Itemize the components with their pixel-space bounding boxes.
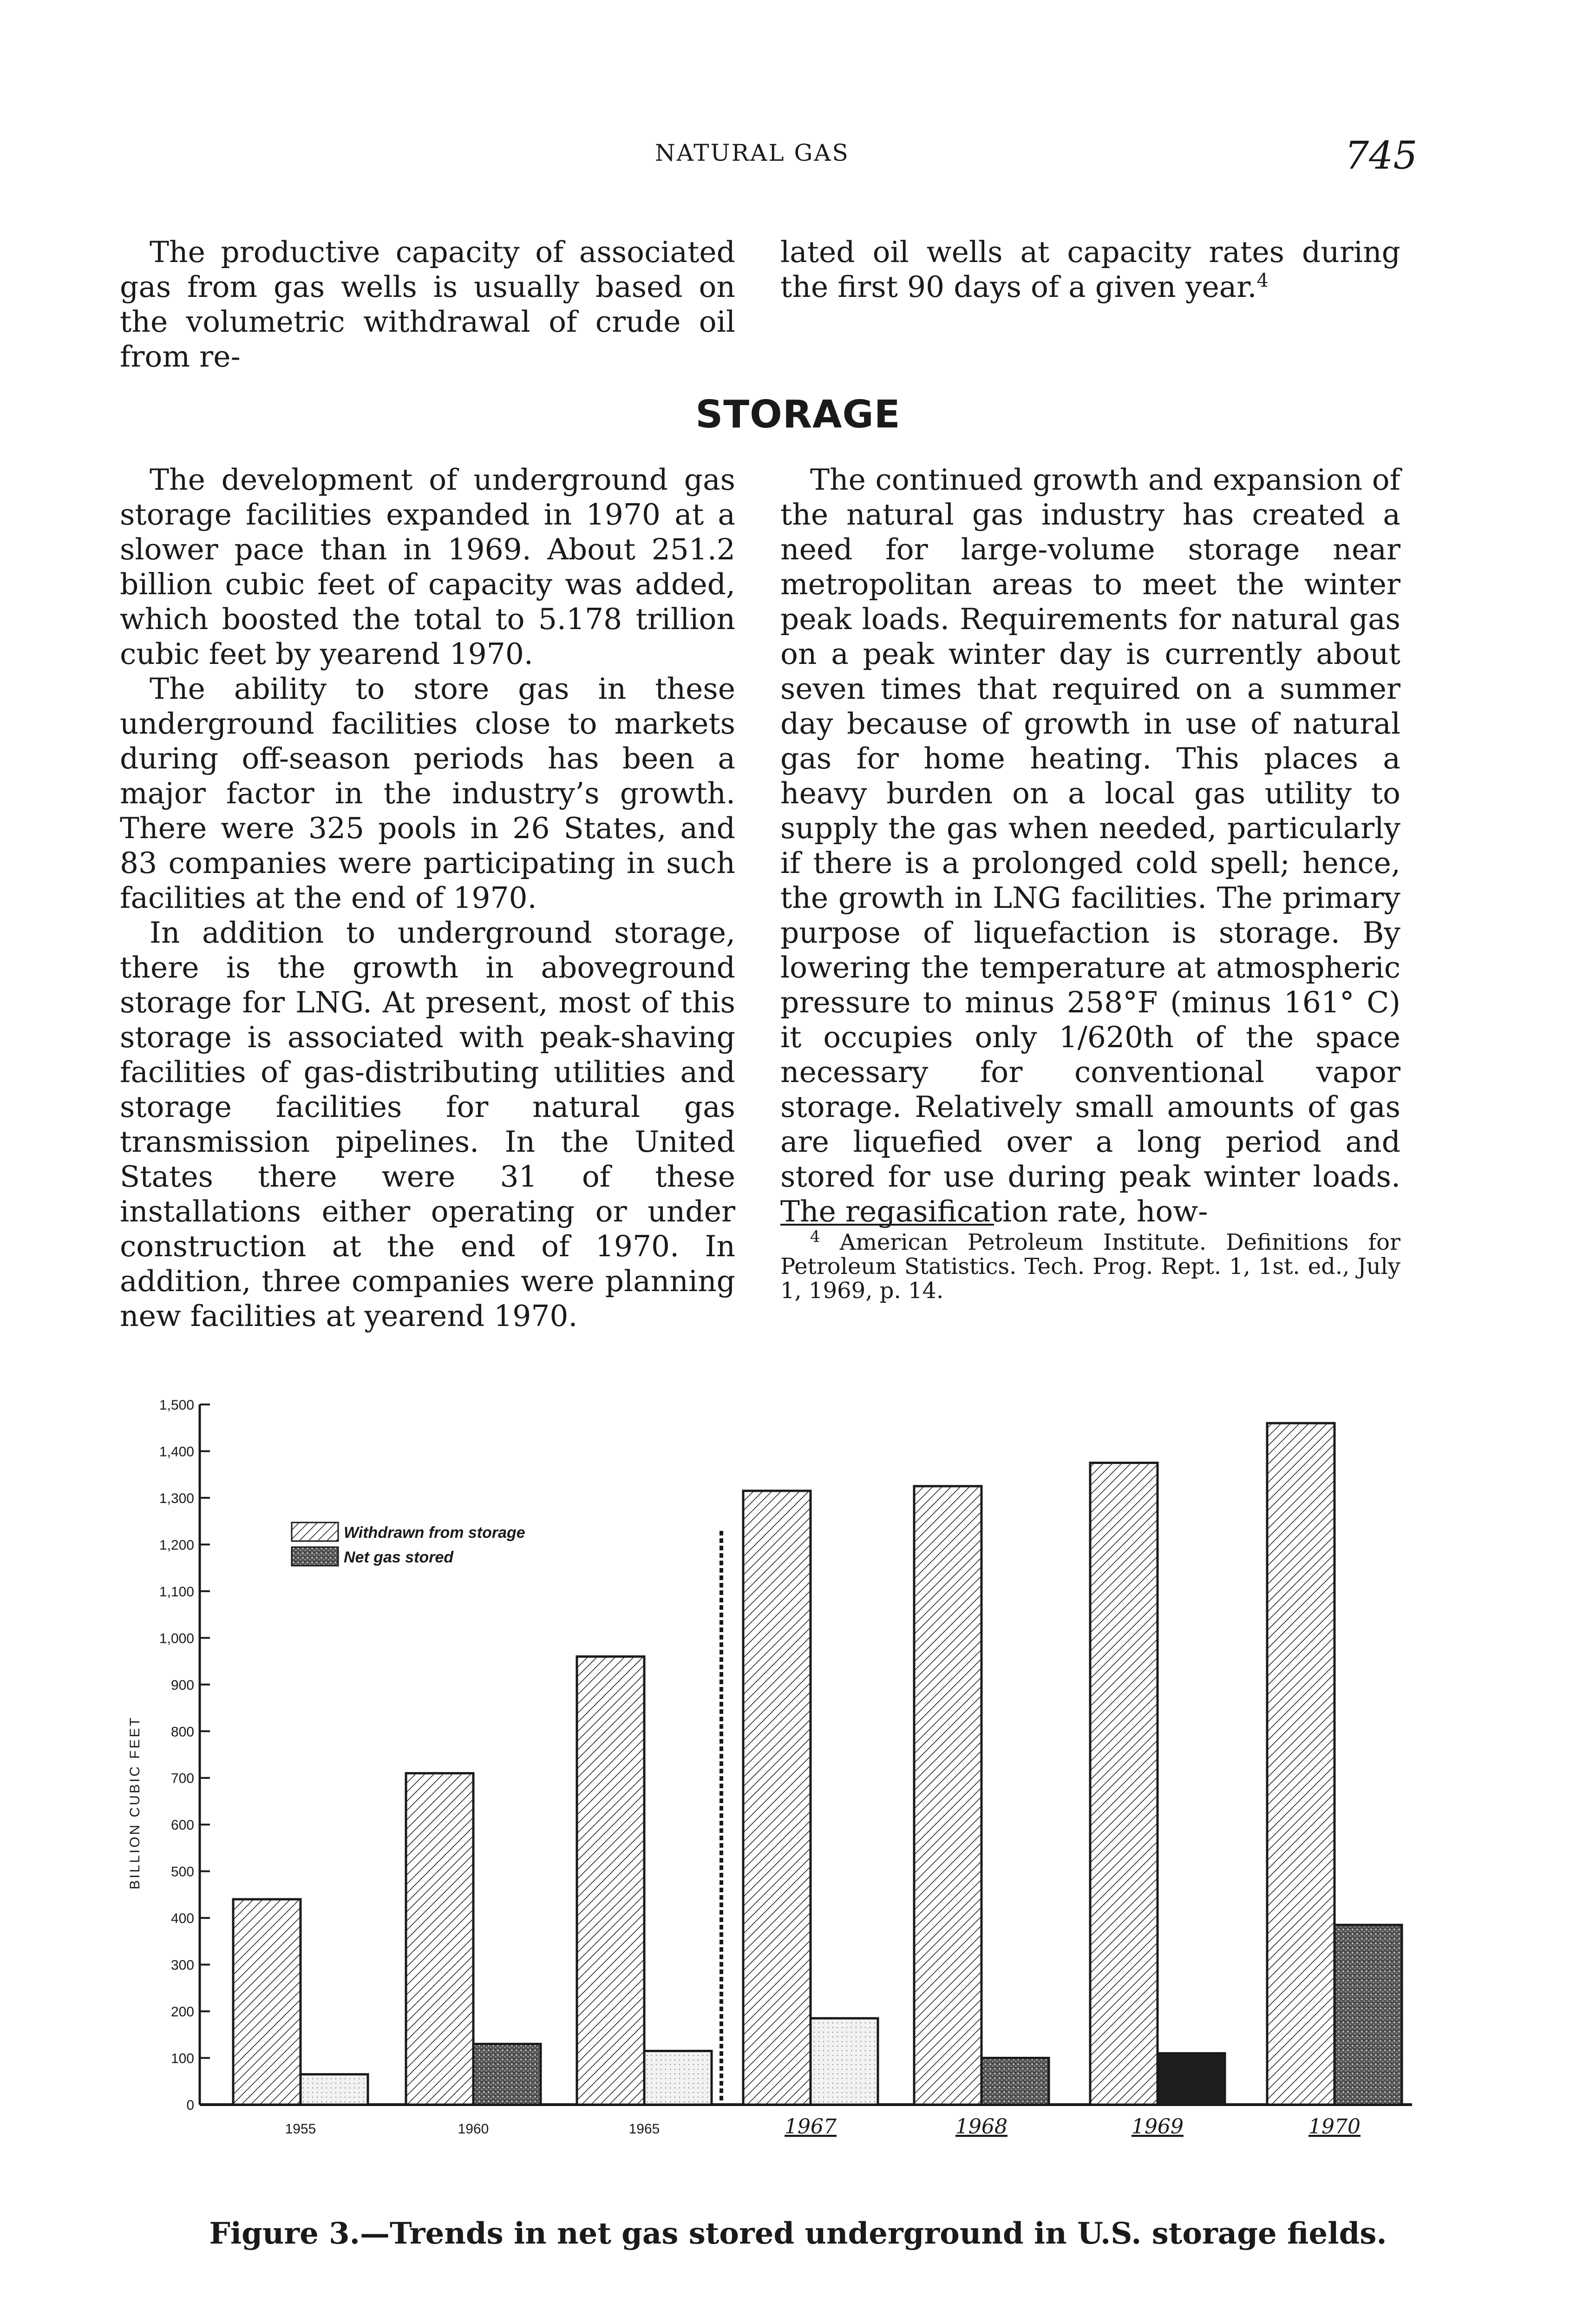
y-tick-label: 1,100 — [159, 1584, 194, 1600]
y-axis-label: BILLION CUBIC FEET — [127, 1716, 143, 1890]
x-tick-label-1968: 1968 — [955, 2115, 1007, 2139]
x-tick-label-1955: 1955 — [285, 2121, 316, 2137]
storage-left-column — [120, 462, 735, 1333]
x-tick-label-1969: 1969 — [1132, 2115, 1184, 2139]
y-tick-label: 200 — [170, 2004, 194, 2020]
running-head: NATURAL GAS — [655, 139, 850, 166]
intro-left-column — [120, 235, 735, 374]
section-heading: STORAGE — [695, 393, 901, 437]
footnote-rule — [780, 1224, 994, 1226]
y-tick-label: 1,000 — [159, 1631, 194, 1647]
x-tick-label-1960: 1960 — [458, 2121, 489, 2137]
y-tick-label: 300 — [170, 1957, 194, 1973]
chart-legend — [292, 1522, 525, 1566]
bar-withdrawn-1969 — [1090, 1463, 1158, 2105]
bar-withdrawn-1960 — [406, 1773, 473, 2105]
x-tick-label-1967: 1967 — [785, 2115, 837, 2139]
figure-caption: Figure 3.—Trends in net gas stored underground in U.S. storage fields. — [209, 2216, 1387, 2251]
x-tick-label-1965: 1965 — [628, 2121, 660, 2137]
bar-stored-1970 — [1334, 1925, 1402, 2105]
y-tick-label: 1,400 — [159, 1444, 194, 1460]
y-tick-label: 500 — [170, 1864, 194, 1880]
bar-stored-1969 — [1158, 2053, 1225, 2105]
bar-stored-1967 — [811, 2018, 878, 2105]
storage-paragraph-4: The continued growth and expansion of the natural gas industry has created a need for large-volume storage near metropolitan areas to meet the winter peak loads. Requirements for natural gas on a peak winter day is currently about seven times that required on a summer day because of growth in use of natural gas for home heating. This places a heavy burden on a local gas utility to supply the gas when needed, particularly if there is a prolonged cold spell; hence, the growth in LNG facilities. The primary purpose of liquefaction is storage. By lowering the temperature at atmospheric pressure to minus 258°F (minus 161° C) it occupies only 1/620th of the space necessary for conventional vapor storage. Relatively small amounts of gas are liquefied over a long period and stored for use during peak winter loads. The regasification rate, how- — [780, 463, 1400, 1228]
legend-swatch-withdrawn — [292, 1522, 338, 1541]
footnote-marker: 4 — [810, 1227, 820, 1246]
intro-right-column — [780, 235, 1400, 304]
storage-paragraph-2: The ability to store gas in these underground facilities close to markets during off-season periods has been a major factor in the industry’s growth. There were 325 pools in 26 States, and 83 companies were participating in such facilities at the end of 1970. — [120, 672, 735, 915]
bar-withdrawn-1955 — [233, 1899, 301, 2105]
y-tick-label: 100 — [170, 2051, 194, 2067]
storage-right-column — [780, 462, 1400, 1229]
y-tick-label: 900 — [170, 1677, 194, 1693]
x-tick-label-1970: 1970 — [1308, 2115, 1361, 2139]
storage-paragraph-1: The development of underground gas storage facilities expanded in 1970 at a slower pace than in 1969. About 251.2 billion cubic feet of capacity was added, which boosted the total to 5.178 trillion cubic feet by yearend 1970. — [120, 463, 735, 671]
legend-label-stored: Net gas stored — [344, 1549, 454, 1566]
footnote-text: American Petroleum Institute. Definitions for Petroleum Statistics. Tech. Prog. Rept. 1, 1st. ed., July 1, 1969, p. 14. — [780, 1229, 1400, 1304]
bar-withdrawn-1970 — [1267, 1423, 1334, 2105]
y-tick-label: 700 — [170, 1771, 194, 1786]
bar-stored-1960 — [473, 2044, 541, 2105]
y-tick-label: 600 — [170, 1818, 194, 1833]
y-tick-label: 0 — [186, 2098, 194, 2113]
bar-stored-1955 — [301, 2074, 368, 2105]
intro-left-paragraph: The productive capacity of associated gas from gas wells is usually based on the volumetric withdrawal of crude oil from re- — [120, 235, 735, 374]
bar-withdrawn-1968 — [914, 1486, 981, 2105]
y-tick-label: 800 — [170, 1724, 194, 1740]
page-number: 745 — [1345, 134, 1418, 178]
storage-chart — [0, 1371, 1596, 2207]
y-tick-label: 1,500 — [159, 1398, 194, 1413]
intro-right-text: lated oil wells at capacity rates during the first 90 days of a given year. — [780, 235, 1400, 304]
y-tick-label: 1,300 — [159, 1490, 194, 1506]
legend-swatch-stored — [292, 1547, 338, 1566]
y-tick-label: 400 — [170, 1911, 194, 1927]
bar-withdrawn-1965 — [577, 1657, 644, 2105]
footnote-ref: 4 — [1256, 270, 1269, 291]
storage-paragraph-3: In addition to underground storage, there is the growth in aboveground storage for LNG. At present, most of this storage is associated with peak-shaving facilities of gas-distributing utilities and storage facilities for natural gas transmission pipelines. In the United States there were 31 of these installations either operating or under construction at the end of 1970. In addition, three companies were planning new facilities at yearend 1970. — [120, 916, 735, 1333]
bar-stored-1965 — [644, 2051, 712, 2105]
y-tick-label: 1,200 — [159, 1537, 194, 1553]
legend-label-withdrawn: Withdrawn from storage — [344, 1524, 525, 1542]
bar-stored-1968 — [981, 2058, 1049, 2105]
bar-withdrawn-1967 — [743, 1491, 811, 2105]
intro-right-paragraph — [780, 235, 1400, 304]
footnote — [780, 1227, 1400, 1304]
